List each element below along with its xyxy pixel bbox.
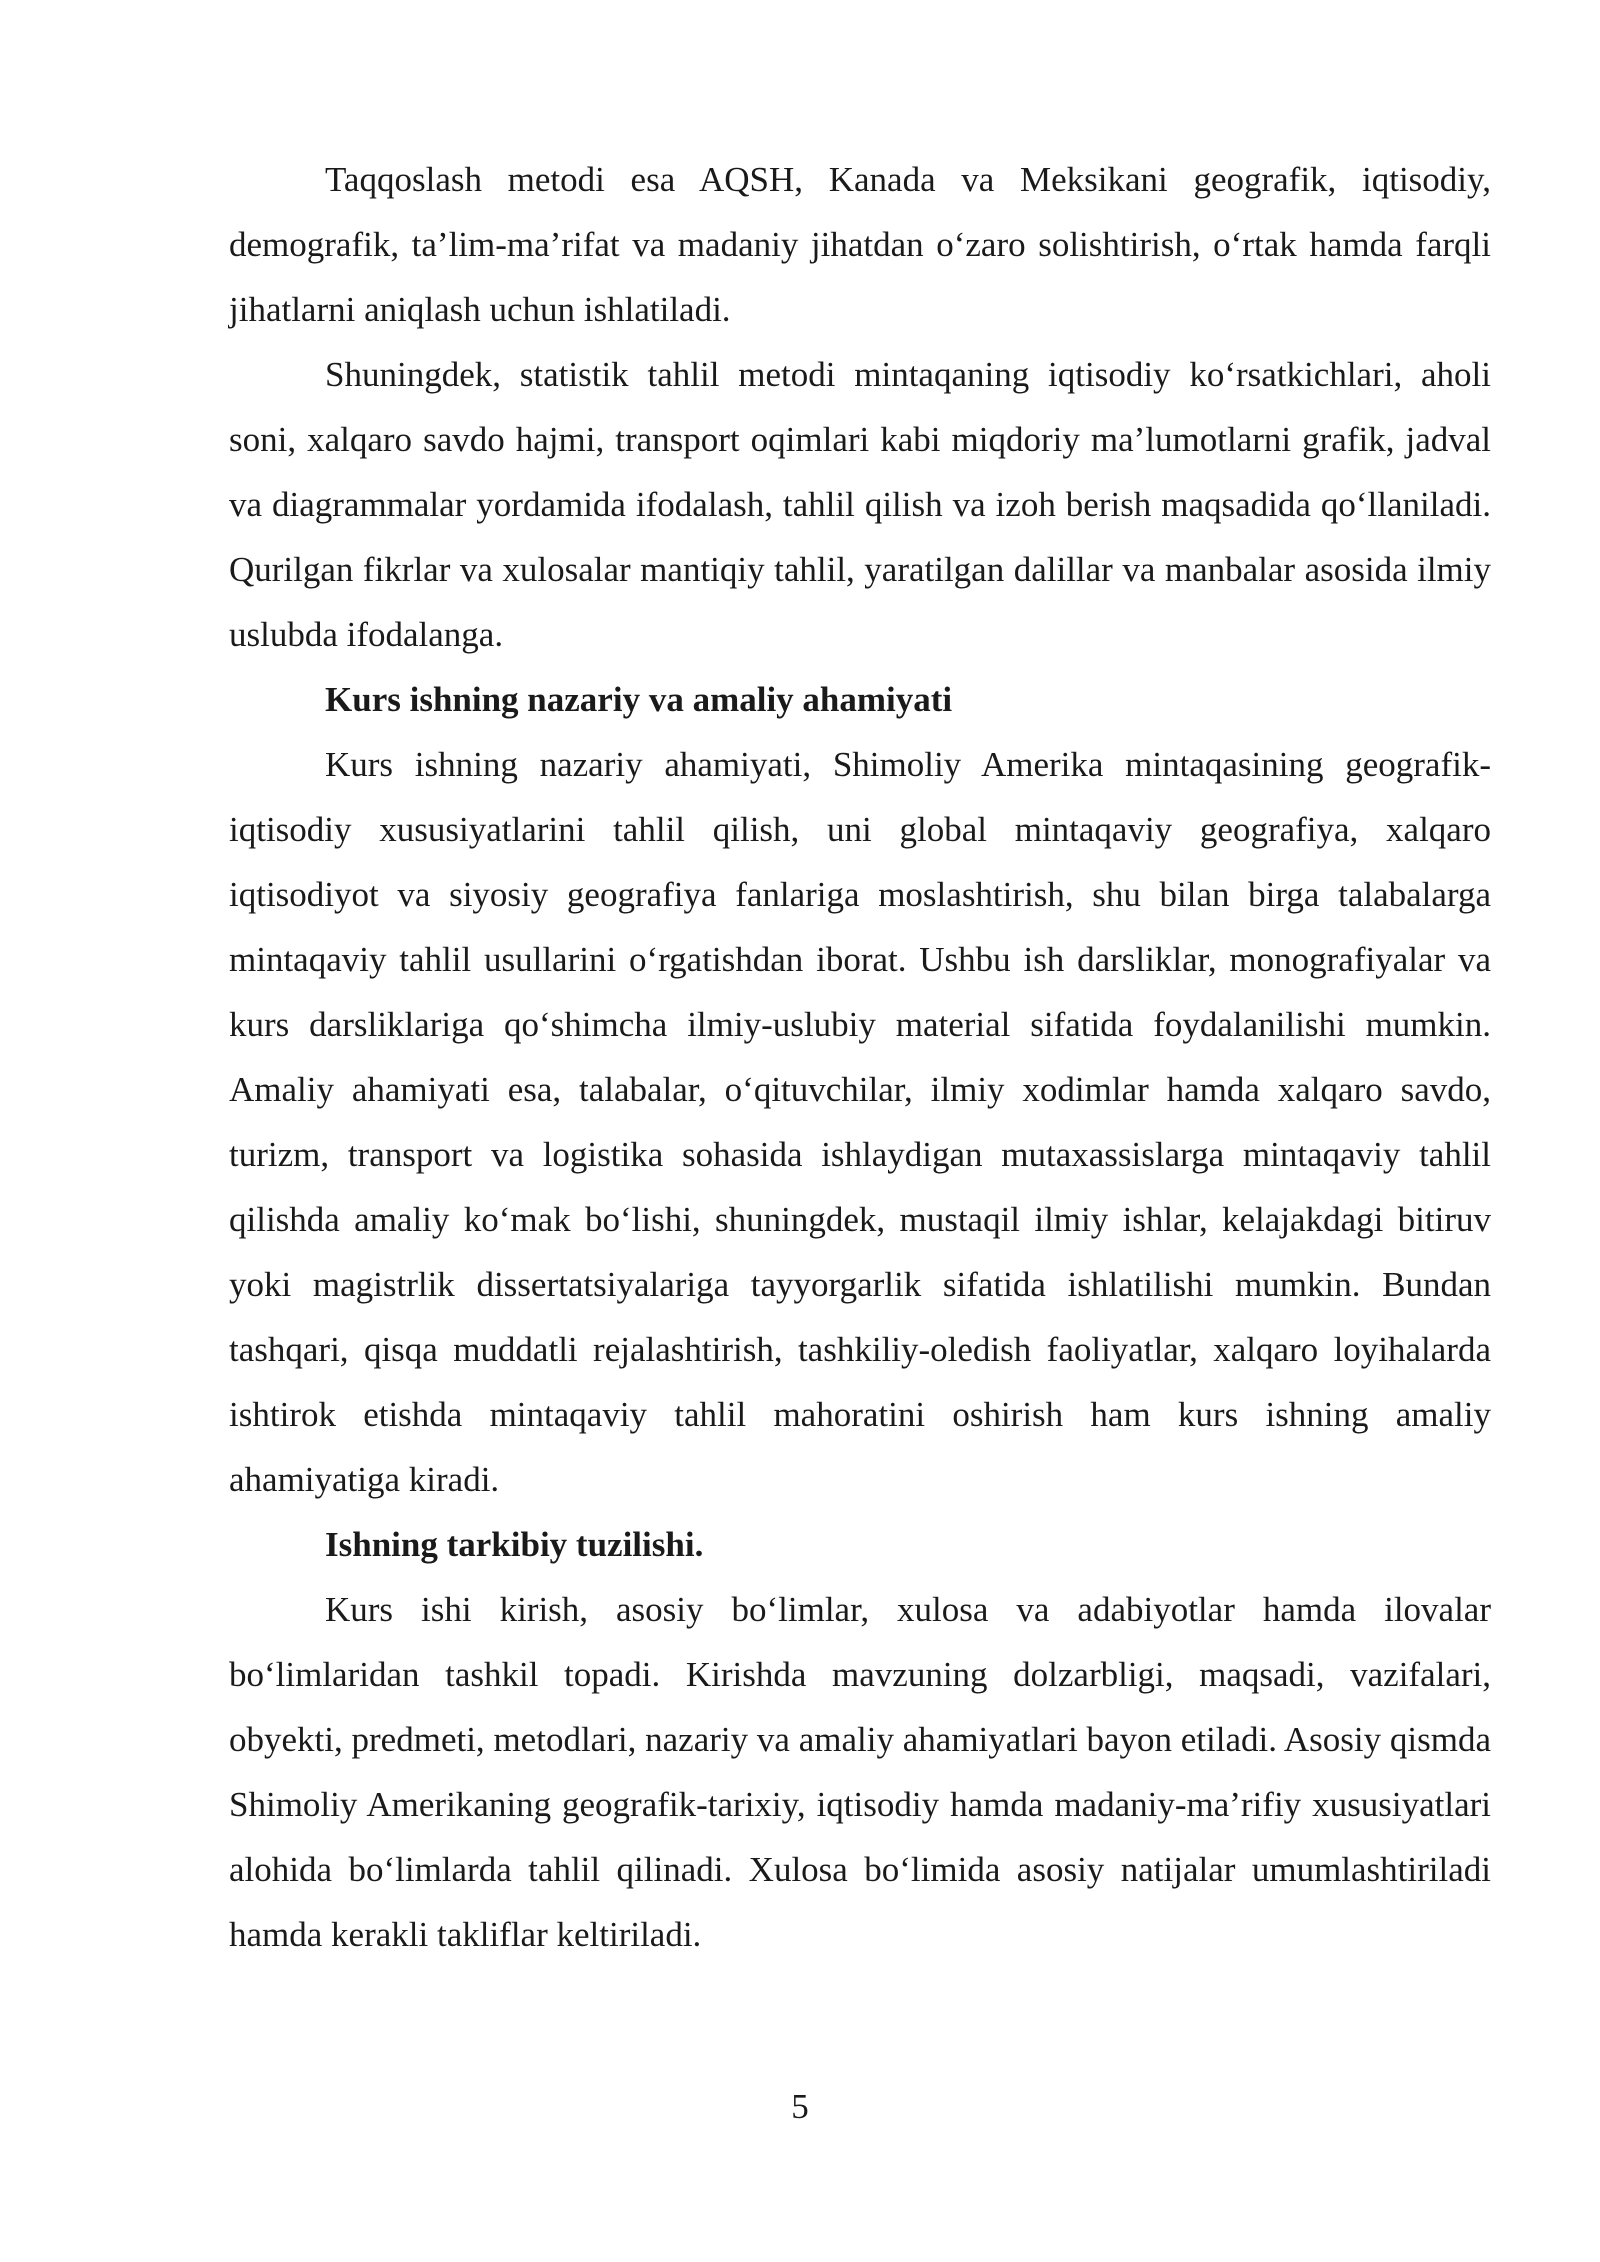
paragraph-structure: Kurs ishi kirish, asosiy bo‘limlar, xulosa va adabiyotlar hamda ilovalar bo‘limlaridan tashkil topadi. Kirishda mavzuning dolzarbligi, maqsadi, vazifalari, obyekti, predmeti, metodlari, nazariy va amaliy ahamiyatlari bayon etiladi. Asosiy qismda Shimoliy Amerikaning geografik-tarixiy, iqtisodiy hamda madaniy-ma’rifiy xususiyatlari alohida bo‘limlarda tahlil qilinadi. Xulosa bo‘limida asosiy natijalar umumlashtiriladi hamda kerakli takliflar keltiriladi. (229, 1590, 1491, 1954)
document-page (229, 147, 1491, 1967)
paragraph-significance: Kurs ishning nazariy ahamiyati, Shimoliy Amerika mintaqasining geografik-iqtisodiy xususiyatlarini tahlil qilish, uni global mintaqaviy geografiya, xalqaro iqtisodiyot va siyosiy geografiya fanlariga moslashtirish, shu bilan birga talabalarga mintaqaviy tahlil usullarini o‘rgatishdan iborat. Ushbu ish darsliklar, monografiyalar va kurs darsliklariga qo‘shimcha ilmiy-uslubiy material sifatida foydalanilishi mumkin. Amaliy ahamiyati esa, talabalar, o‘qituvchilar, ilmiy xodimlar hamda xalqaro savdo, turizm, transport va logistika sohasida ishlaydigan mutaxassislarga mintaqaviy tahlil qilishda amaliy ko‘mak bo‘lishi, shuningdek, mustaqil ilmiy ishlar, kelajakdagi bitiruv yoki magistrlik dissertatsiyalariga tayyorgarlik sifatida ishlatilishi mumkin. Bundan tashqari, qisqa muddatli rejalashtirish, tashkiliy-oledish faoliyatlar, xalqaro loyihalarda ishtirok etishda mintaqaviy tahlil mahoratini oshirish ham kurs ishning amaliy ahamiyatiga kiradi. (229, 745, 1491, 1499)
section-heading-significance: Kurs ishning nazariy va amaliy ahamiyati (325, 680, 953, 719)
paragraph-statistical-method: Shuningdek, statistik tahlil metodi mintaqaning iqtisodiy ko‘rsatkichlari, aholi soni, xalqaro savdo hajmi, transport oqimlari kabi miqdoriy ma’lumotlarni grafik, jadval va diagrammalar yordamida ifodalash, tahlil qilish va izoh berish maqsadida qo‘llaniladi. Qurilgan fikrlar va xulosalar mantiqiy tahlil, yaratilgan dalillar va manbalar asosida ilmiy uslubda ifodalanga. (229, 355, 1491, 654)
section-heading-structure: Ishning tarkibiy tuzilishi. (325, 1525, 704, 1564)
paragraph-comparison-method: Taqqoslash metodi esa AQSH, Kanada va Meksikani geografik, iqtisodiy, demografik, ta’lim-ma’rifat va madaniy jihatdan o‘zaro solishtirish, o‘rtak hamda farqli jihatlarni aniqlash uchun ishlatiladi. (229, 160, 1491, 329)
page-number: 5 (791, 2087, 809, 2126)
